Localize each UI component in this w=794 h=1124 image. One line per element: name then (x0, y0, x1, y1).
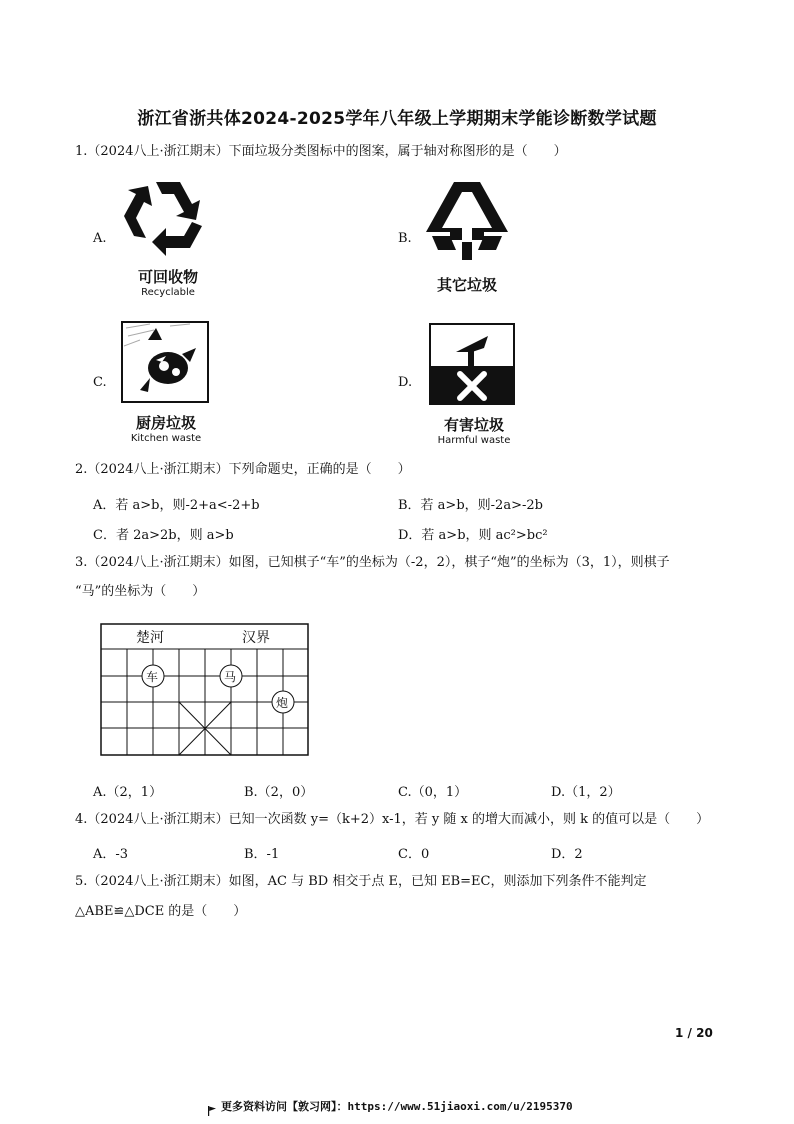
chess-piece-pao: 炮 (276, 696, 289, 710)
question-1-stem: 1.（2024八上·浙江期末）下面垃圾分类图标中的图案，属于轴对称图形的是（ ） (75, 144, 567, 159)
board-left-label: 楚河 (136, 630, 164, 646)
sign-a-subcaption: Recyclable (141, 287, 195, 298)
q4-option-a: A．-3 (93, 847, 129, 862)
page-number: 1 / 20 (675, 1026, 713, 1040)
q2-option-a: A．若 a>b，则-2+a<-2+b (93, 498, 260, 513)
page-title: 浙江省浙共体2024-2025学年八年级上学期期末学能诊断数学试题 (137, 109, 657, 129)
question-4-stem: 4.（2024八上·浙江期末）已知一次函数 y=（k+2）x-1，若 y 随 x 的增大而减小，则 k 的值可以是（ ） (75, 812, 710, 827)
q2-option-b: B．若 a>b，则-2a>-2b (398, 498, 543, 513)
board-right-label: 汉界 (242, 630, 270, 646)
sign-d-caption: 有害垃圾 (443, 416, 504, 434)
q1-option-d-label: D. (398, 375, 413, 390)
q3-option-b: B.（2，0） (244, 785, 314, 800)
harmful-waste-icon (428, 322, 516, 406)
question-5-stem-line1: 5.（2024八上·浙江期末）如图，AC 与 BD 相交于点 E，已知 EB=EC，则添加下列条件不能判定 (75, 874, 647, 889)
q4-option-c: C．0 (398, 847, 430, 862)
q4-option-d: D．2 (551, 847, 583, 862)
chess-piece-che: 车 (146, 670, 159, 684)
q1-option-c-label: C. (93, 375, 107, 390)
sign-a-caption: 可回收物 (137, 268, 198, 286)
sign-c-subcaption: Kitchen waste (130, 433, 202, 444)
q1-option-a-label: A. (93, 231, 107, 246)
other-waste-sign (422, 180, 512, 296)
q3-option-c: C.（0，1） (398, 785, 468, 800)
harmful-waste-sign (428, 322, 520, 446)
q1-option-b-label: B. (398, 231, 412, 246)
question-3-stem-line1: 3.（2024八上·浙江期末）如图，已知棋子“车”的坐标为（-2，2），棋子“炮”的坐标为（3，1），则棋子 (75, 555, 670, 570)
other-waste-icon (422, 180, 512, 266)
q3-option-d: D.（1，2） (551, 785, 621, 800)
kitchen-waste-sign (120, 320, 212, 444)
question-3-stem-line2: “马”的坐标为（ ） (75, 584, 206, 599)
q2-option-d: D．若 a>b，则 ac²>bc² (398, 528, 548, 543)
q4-option-b: B．-1 (244, 847, 280, 862)
chess-board-figure (100, 623, 310, 757)
recyclable-sign (120, 176, 216, 300)
q3-option-a: A.（2，1） (93, 785, 163, 800)
sign-c-caption: 厨房垃圾 (135, 414, 196, 432)
question-2-stem: 2.（2024八上·浙江期末）下列命题史，正确的是（ ） (75, 462, 411, 477)
recycle-icon (120, 176, 216, 260)
sign-b-caption: 其它垃圾 (436, 276, 497, 294)
chess-piece-ma: 马 (224, 670, 237, 684)
kitchen-waste-icon (120, 320, 210, 404)
sign-d-subcaption: Harmful waste (437, 435, 511, 446)
footer[interactable] (207, 1098, 573, 1114)
footer-link[interactable]: 更多资料访问【敦习网】：https://www.51jiaoxi.com/u/2195370 (221, 1100, 573, 1113)
flag-icon (207, 1101, 217, 1111)
question-5-stem-line2: △ABE≌△DCE 的是（ ） (75, 904, 247, 919)
q2-option-c: C．者 2a>2b，则 a>b (93, 528, 234, 543)
